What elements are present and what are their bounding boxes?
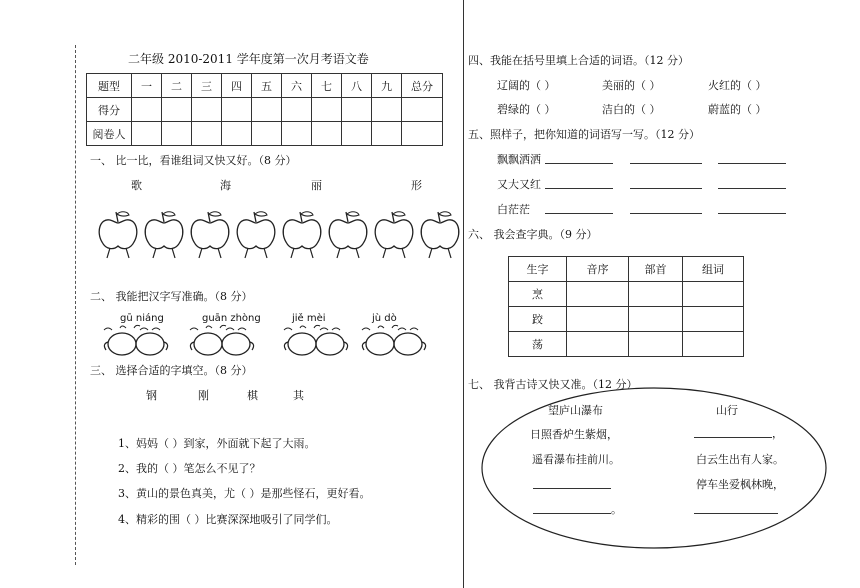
score-header-cell: 六 xyxy=(282,74,312,98)
poem1-title: 望庐山瀑布 xyxy=(548,404,603,417)
q6-label: 六、 我会查字典。（9 分） xyxy=(468,228,598,241)
q3-option: 棋 xyxy=(247,389,258,402)
q3-option: 钢 xyxy=(146,389,157,402)
score-cell[interactable] xyxy=(222,98,252,122)
score-cell[interactable] xyxy=(192,98,222,122)
apple-icon[interactable] xyxy=(99,212,137,258)
score-header-row xyxy=(87,74,443,98)
score-cell[interactable] xyxy=(402,98,443,122)
grader-cell[interactable] xyxy=(402,122,443,146)
dictionary-header-cell: 生字 xyxy=(509,257,567,282)
answer-blank[interactable] xyxy=(718,176,786,189)
q5-example-row xyxy=(497,176,541,192)
glasses-answer-boxes xyxy=(100,322,450,358)
dictionary-cell[interactable] xyxy=(683,282,744,307)
glasses-icon[interactable] xyxy=(104,325,168,355)
poem2-line: 白云生出有人家。 xyxy=(696,453,784,466)
q4-item: 蔚蓝的（ ） xyxy=(708,103,767,116)
answer-blank[interactable] xyxy=(545,151,613,164)
q5-example-row xyxy=(497,201,530,217)
answer-blank[interactable] xyxy=(630,176,702,189)
q5-example: 又大又红 xyxy=(497,178,541,191)
grader-cell[interactable] xyxy=(312,122,342,146)
apple-icon[interactable] xyxy=(191,212,229,258)
score-header-cell: 四 xyxy=(222,74,252,98)
q4-item: 辽阔的（ ） xyxy=(497,79,556,92)
q1-char: 歌 xyxy=(131,179,142,192)
q7-label: 七、 我背古诗又快又准。（12 分） xyxy=(468,378,638,391)
dictionary-cell[interactable] xyxy=(567,282,629,307)
answer-blank[interactable] xyxy=(718,151,786,164)
score-header-cell: 八 xyxy=(342,74,372,98)
grader-cell[interactable] xyxy=(282,122,312,146)
q2-pinyin: jù dò xyxy=(372,313,397,324)
dictionary-char: 跤 xyxy=(509,307,567,332)
grader-cell[interactable] xyxy=(132,122,162,146)
q4-item: 美丽的（ ） xyxy=(602,79,661,92)
q4-label: 四、我能在括号里填上合适的词语。（12 分） xyxy=(468,54,689,67)
q5-example: 白茫茫 xyxy=(497,203,530,216)
poem1-line: 遥看瀑布挂前川。 xyxy=(532,453,620,466)
grader-cell[interactable] xyxy=(342,122,372,146)
poem-blank[interactable] xyxy=(533,501,611,514)
poem-blank[interactable] xyxy=(694,501,778,514)
dictionary-cell[interactable] xyxy=(683,307,744,332)
score-header-cell: 一 xyxy=(132,74,162,98)
score-cell[interactable] xyxy=(282,98,312,122)
q1-char: 丽 xyxy=(311,179,322,192)
score-header-cell: 总分 xyxy=(402,74,443,98)
score-row-label: 得分 xyxy=(87,98,132,122)
dictionary-table xyxy=(508,256,744,357)
answer-blank[interactable] xyxy=(630,201,702,214)
score-cell[interactable] xyxy=(132,98,162,122)
dictionary-char: 烹 xyxy=(509,282,567,307)
q5-label: 五、照样子，把你知道的词语写一写。（12 分） xyxy=(468,128,700,141)
grader-row-label: 阅卷人 xyxy=(87,122,132,146)
score-header-cell: 题型 xyxy=(87,74,132,98)
dictionary-header-cell: 音序 xyxy=(567,257,629,282)
dictionary-cell[interactable] xyxy=(567,332,629,357)
apple-icon[interactable] xyxy=(421,212,459,258)
apple-icon[interactable] xyxy=(145,212,183,258)
poem2-line: 停车坐爱枫林晚， xyxy=(696,478,784,491)
dictionary-cell[interactable] xyxy=(683,332,744,357)
q1-char: 形 xyxy=(411,179,422,192)
binding-line xyxy=(75,45,76,565)
glasses-icon[interactable] xyxy=(284,325,348,355)
grader-cell[interactable] xyxy=(192,122,222,146)
grader-cell[interactable] xyxy=(372,122,402,146)
score-header-cell: 五 xyxy=(252,74,282,98)
score-header-cell: 三 xyxy=(192,74,222,98)
grader-cell[interactable] xyxy=(162,122,192,146)
answer-blank[interactable] xyxy=(545,201,613,214)
dictionary-cell[interactable] xyxy=(629,332,683,357)
glasses-icon[interactable] xyxy=(190,325,254,355)
q3-sentence: 3、黄山的景色真美，尤（ ）是那些怪石，更好看。 xyxy=(118,487,371,500)
answer-blank[interactable] xyxy=(545,176,613,189)
q3-sentence: 1、妈妈（ ）到家，外面就下起了大雨。 xyxy=(118,437,316,450)
q3-option: 其 xyxy=(293,389,304,402)
dictionary-char: 荡 xyxy=(509,332,567,357)
score-header-cell: 七 xyxy=(312,74,342,98)
dictionary-header-row xyxy=(509,257,744,282)
answer-blank[interactable] xyxy=(718,201,786,214)
score-cell[interactable] xyxy=(252,98,282,122)
apple-icon[interactable] xyxy=(283,212,321,258)
q3-sentence: 2、我的（ ）笔怎么不见了？ xyxy=(118,462,261,475)
score-cell[interactable] xyxy=(312,98,342,122)
glasses-icon[interactable] xyxy=(362,325,426,355)
dictionary-row xyxy=(509,282,744,307)
poem1-end: 。 xyxy=(611,503,622,516)
q1-label: 一、 比一比，看谁组词又快又好。（8 分） xyxy=(90,154,297,167)
answer-blank[interactable] xyxy=(630,151,702,164)
dictionary-row xyxy=(509,332,744,357)
score-cell[interactable] xyxy=(372,98,402,122)
apple-answer-boxes xyxy=(92,204,462,264)
dictionary-cell[interactable] xyxy=(629,282,683,307)
q4-item: 火红的（ ） xyxy=(708,79,767,92)
dictionary-cell[interactable] xyxy=(629,307,683,332)
q5-example: 飘飘洒洒 xyxy=(497,153,541,166)
q3-option: 刚 xyxy=(198,389,209,402)
apple-icon[interactable] xyxy=(237,212,275,258)
apple-icon[interactable] xyxy=(375,212,413,258)
grader-cell[interactable] xyxy=(222,122,252,146)
apple-icon[interactable] xyxy=(329,212,367,258)
dictionary-row xyxy=(509,307,744,332)
score-cell[interactable] xyxy=(162,98,192,122)
score-row xyxy=(87,98,443,122)
q2-pinyin: jiě mèi xyxy=(292,313,326,324)
score-header-cell: 二 xyxy=(162,74,192,98)
q2-pinyin: guān zhòng xyxy=(202,313,261,324)
poem-ellipse xyxy=(478,383,830,553)
q3-label: 三、 选择合适的字填空。（8 分） xyxy=(90,364,253,377)
exam-title: 二年级 2010-2011 学年度第一次月考语文卷 xyxy=(128,52,369,66)
poem2-comma: ， xyxy=(772,427,783,440)
dictionary-cell[interactable] xyxy=(567,307,629,332)
grader-row xyxy=(87,122,443,146)
q4-item: 洁白的（ ） xyxy=(602,103,661,116)
page-divider xyxy=(463,0,464,588)
q4-item: 碧绿的（ ） xyxy=(497,103,556,116)
dictionary-header-cell: 部首 xyxy=(629,257,683,282)
q1-char: 海 xyxy=(220,179,231,192)
poem2-title: 山行 xyxy=(716,404,738,417)
q2-pinyin: gū niáng xyxy=(120,313,164,324)
q2-label: 二、 我能把汉字写准确。（8 分） xyxy=(90,290,253,303)
score-cell[interactable] xyxy=(342,98,372,122)
q5-example-row xyxy=(497,151,541,167)
poem-blank[interactable] xyxy=(533,476,611,489)
poem1-line: 日照香炉生紫烟， xyxy=(530,428,618,441)
dictionary-header-cell: 组词 xyxy=(683,257,744,282)
score-table xyxy=(86,73,443,146)
poem-blank[interactable] xyxy=(694,425,772,438)
score-header-cell: 九 xyxy=(372,74,402,98)
q3-sentence: 4、精彩的围（ ）比赛深深地吸引了同学们。 xyxy=(118,513,338,526)
grader-cell[interactable] xyxy=(252,122,282,146)
